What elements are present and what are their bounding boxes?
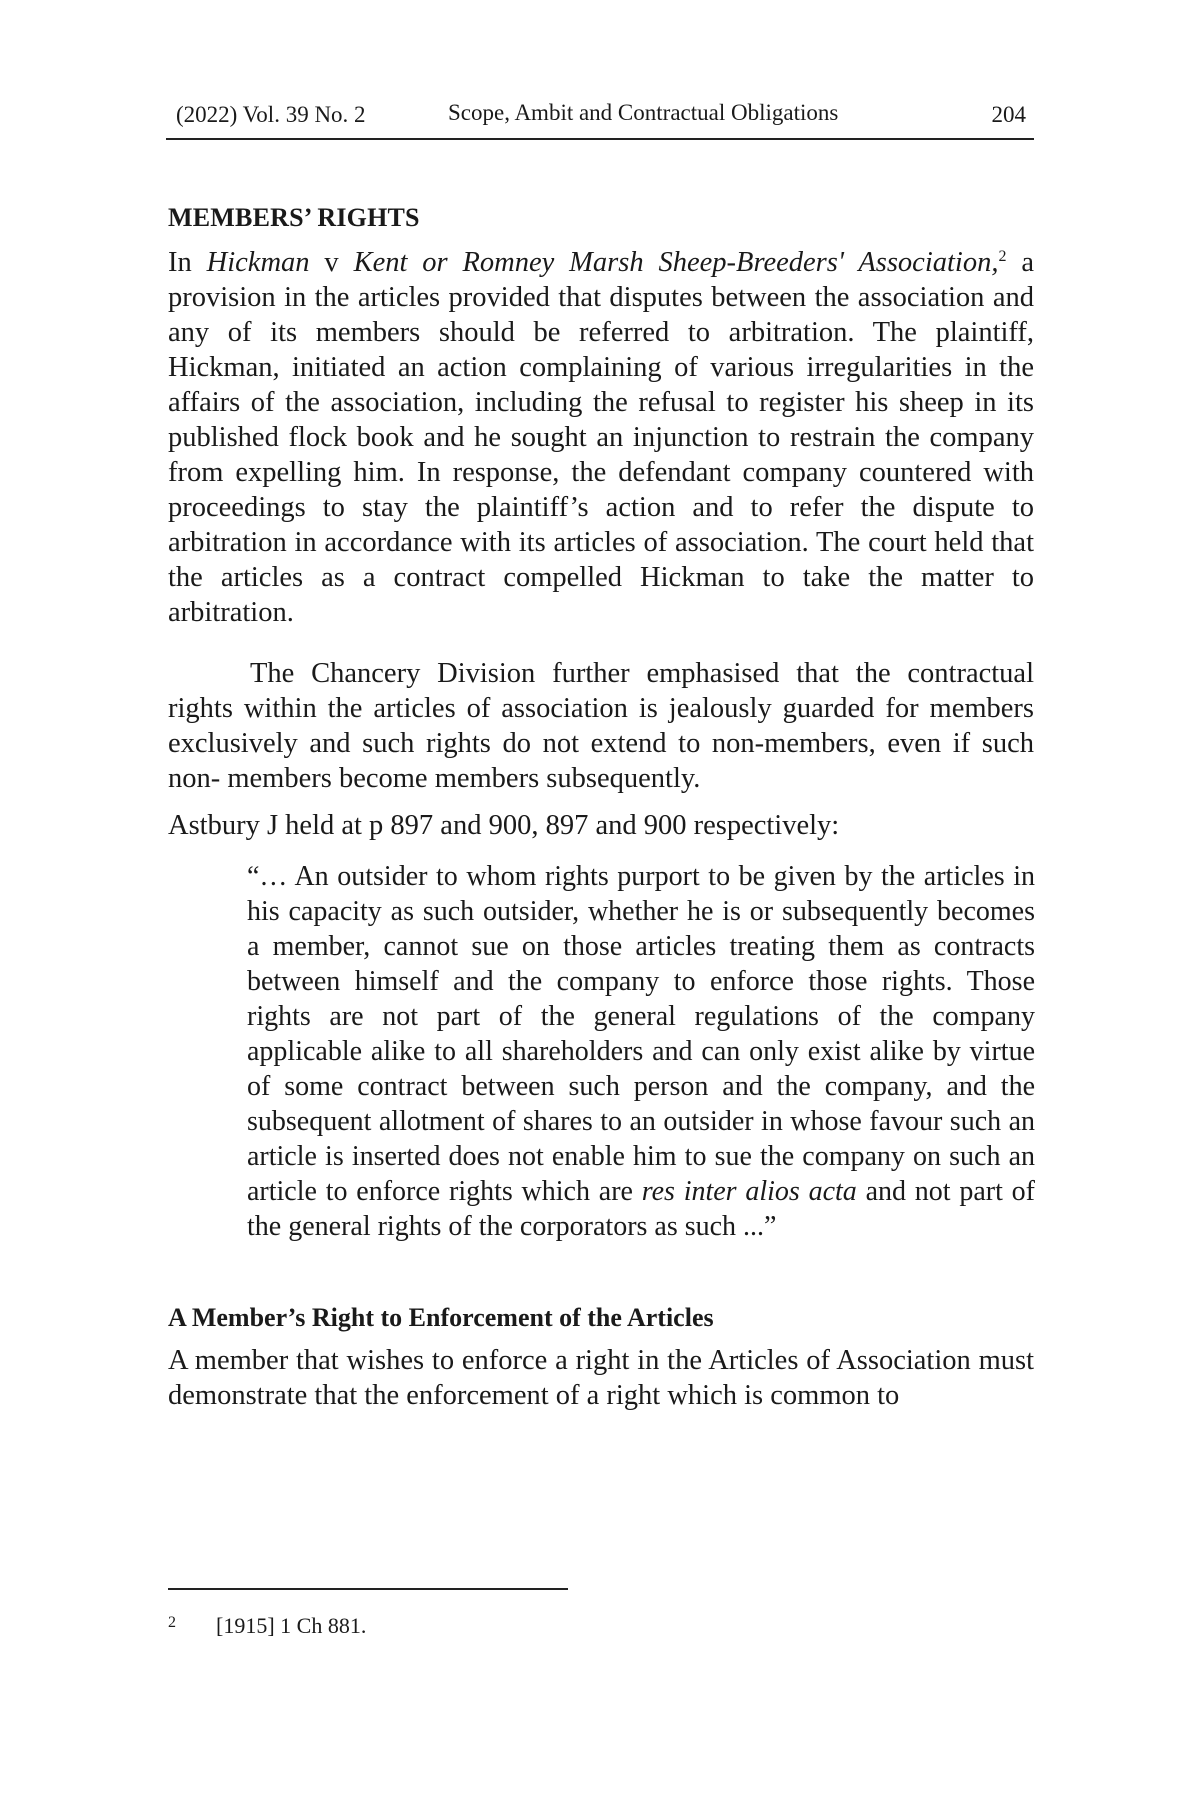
block-quote-astbury	[247, 859, 1035, 1244]
paragraph-body: a provision in the articles provided that disputes between the association and any of its members should be referred to arbitration. The plaintiff, Hickman, initiated an action complaining of various irregularities in the affairs of the association, including the refusal to register his sheep in its published flock book and he sought an injunction to restrain the company from expelling him. In response, the defendant company countered with proceedings to stay the plaintiff’s action and to refer the dispute to arbitration in accordance with its articles of association. The court held that the articles as a contract compelled Hickman to take the matter to arbitration.	[168, 247, 1034, 628]
paragraph-enforcement: A member that wishes to enforce a right in the Articles of Association must demonstrate that the enforcement of a right which is common to	[168, 1345, 1034, 1411]
footnote-divider	[168, 1588, 568, 1590]
versus-text: v	[309, 247, 354, 278]
page-number: 204	[991, 102, 1026, 127]
section-heading-members-rights: MEMBERS’ RIGHTS	[168, 203, 420, 232]
journal-volume: (2022) Vol. 39 No. 2	[176, 102, 366, 127]
quote-text-part1: “… An outsider to whom rights purport to be given by the articles in his capacity as such outsider, whether he is or subsequently becomes a member, cannot sue on those articles treating them as contracts between himself and the company to enforce those rights. Those rights are not part of the general regulations of the company applicable alike to all shareholders and can only exist alike by virtue of some contract between such person and the company, and the subsequent allotment of shares to an outsider in whose favour such an article is inserted does not enable him to sue the company on such an article to enforce rights which are	[247, 861, 1035, 1207]
running-title: Scope, Ambit and Contractual Obligations	[448, 100, 839, 125]
running-header	[166, 96, 1034, 140]
para-intro: In	[168, 247, 207, 278]
quote-text-part2: and not part of the general rights of the corporators as such ...”	[247, 1176, 1035, 1242]
footnote-number: 2	[168, 1614, 176, 1631]
paragraph-hickman-case	[168, 245, 1034, 630]
case-name-association: Kent or Romney Marsh Sheep-Breeders' Association,	[353, 247, 999, 278]
footnote-reference[interactable]: 2	[998, 248, 1007, 265]
footnote-text: [1915] 1 Ch 881.	[216, 1613, 367, 1638]
paragraph-chancery-division: The Chancery Division further emphasised that the contractual rights within the articles of association is jealously guarded for members exclusively and such rights do not extend to non-members, even if such non- members become members subsequently.	[168, 658, 1034, 794]
main-text	[168, 200, 1034, 1413]
paragraph-astbury-intro: Astbury J held at p 897 and 900, 897 and 900 respectively:	[168, 810, 840, 841]
section-heading-enforcement: A Member’s Right to Enforcement of the Articles	[168, 1303, 714, 1332]
latin-phrase: res inter alios acta	[641, 1176, 857, 1207]
footnote-2	[168, 1612, 366, 1643]
case-name-hickman: Hickman	[206, 247, 310, 278]
